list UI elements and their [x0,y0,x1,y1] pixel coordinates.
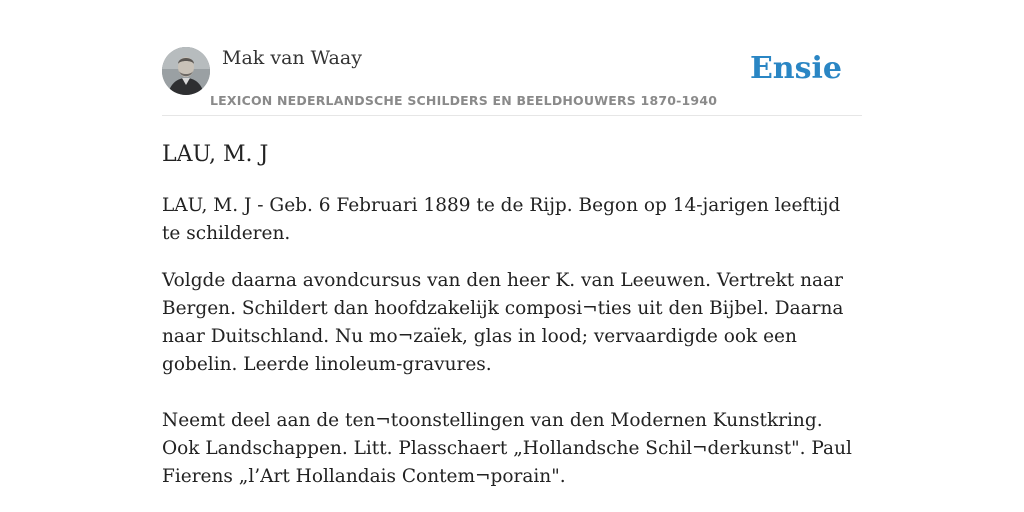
article-paragraph: Volgde daarna avondcursus van den heer K. van Leeuwen. Vertrekt naar Bergen. Schildert dan hoofdzakelijk composi¬ties uit den Bijbel. Daarna naar Duitschland. Nu mo¬zaïek, glas in lood; vervaardigde ook een gobelin. Leerde linoleum-gravures. [162,270,844,375]
header [162,0,862,116]
page [162,0,862,512]
article-title: LAU, M. J [162,142,269,167]
article-paragraph: LAU, M. J - Geb. 6 Februari 1889 te de Rijp. Begon op 14-jarigen leeftijd te schilderen. [162,195,841,244]
brand-logo[interactable]: Ensie [749,51,842,86]
author-avatar[interactable] [162,47,210,95]
article-paragraph: Neemt deel aan de ten¬toonstellingen van den Modernen Kunstkring. Ook Landschappen. Litt. Plasschaert „Hollandsche Schil¬derkunst". Paul Fierens „l’Art Hollandais Contem¬porain". [162,410,852,487]
article-body [162,192,862,491]
author-name[interactable]: Mak van Waay [222,47,362,69]
source-title[interactable]: LEXICON NEDERLANDSCHE SCHILDERS EN BEELDHOUWERS 1870-1940 [210,93,718,108]
portrait-icon [162,47,210,95]
